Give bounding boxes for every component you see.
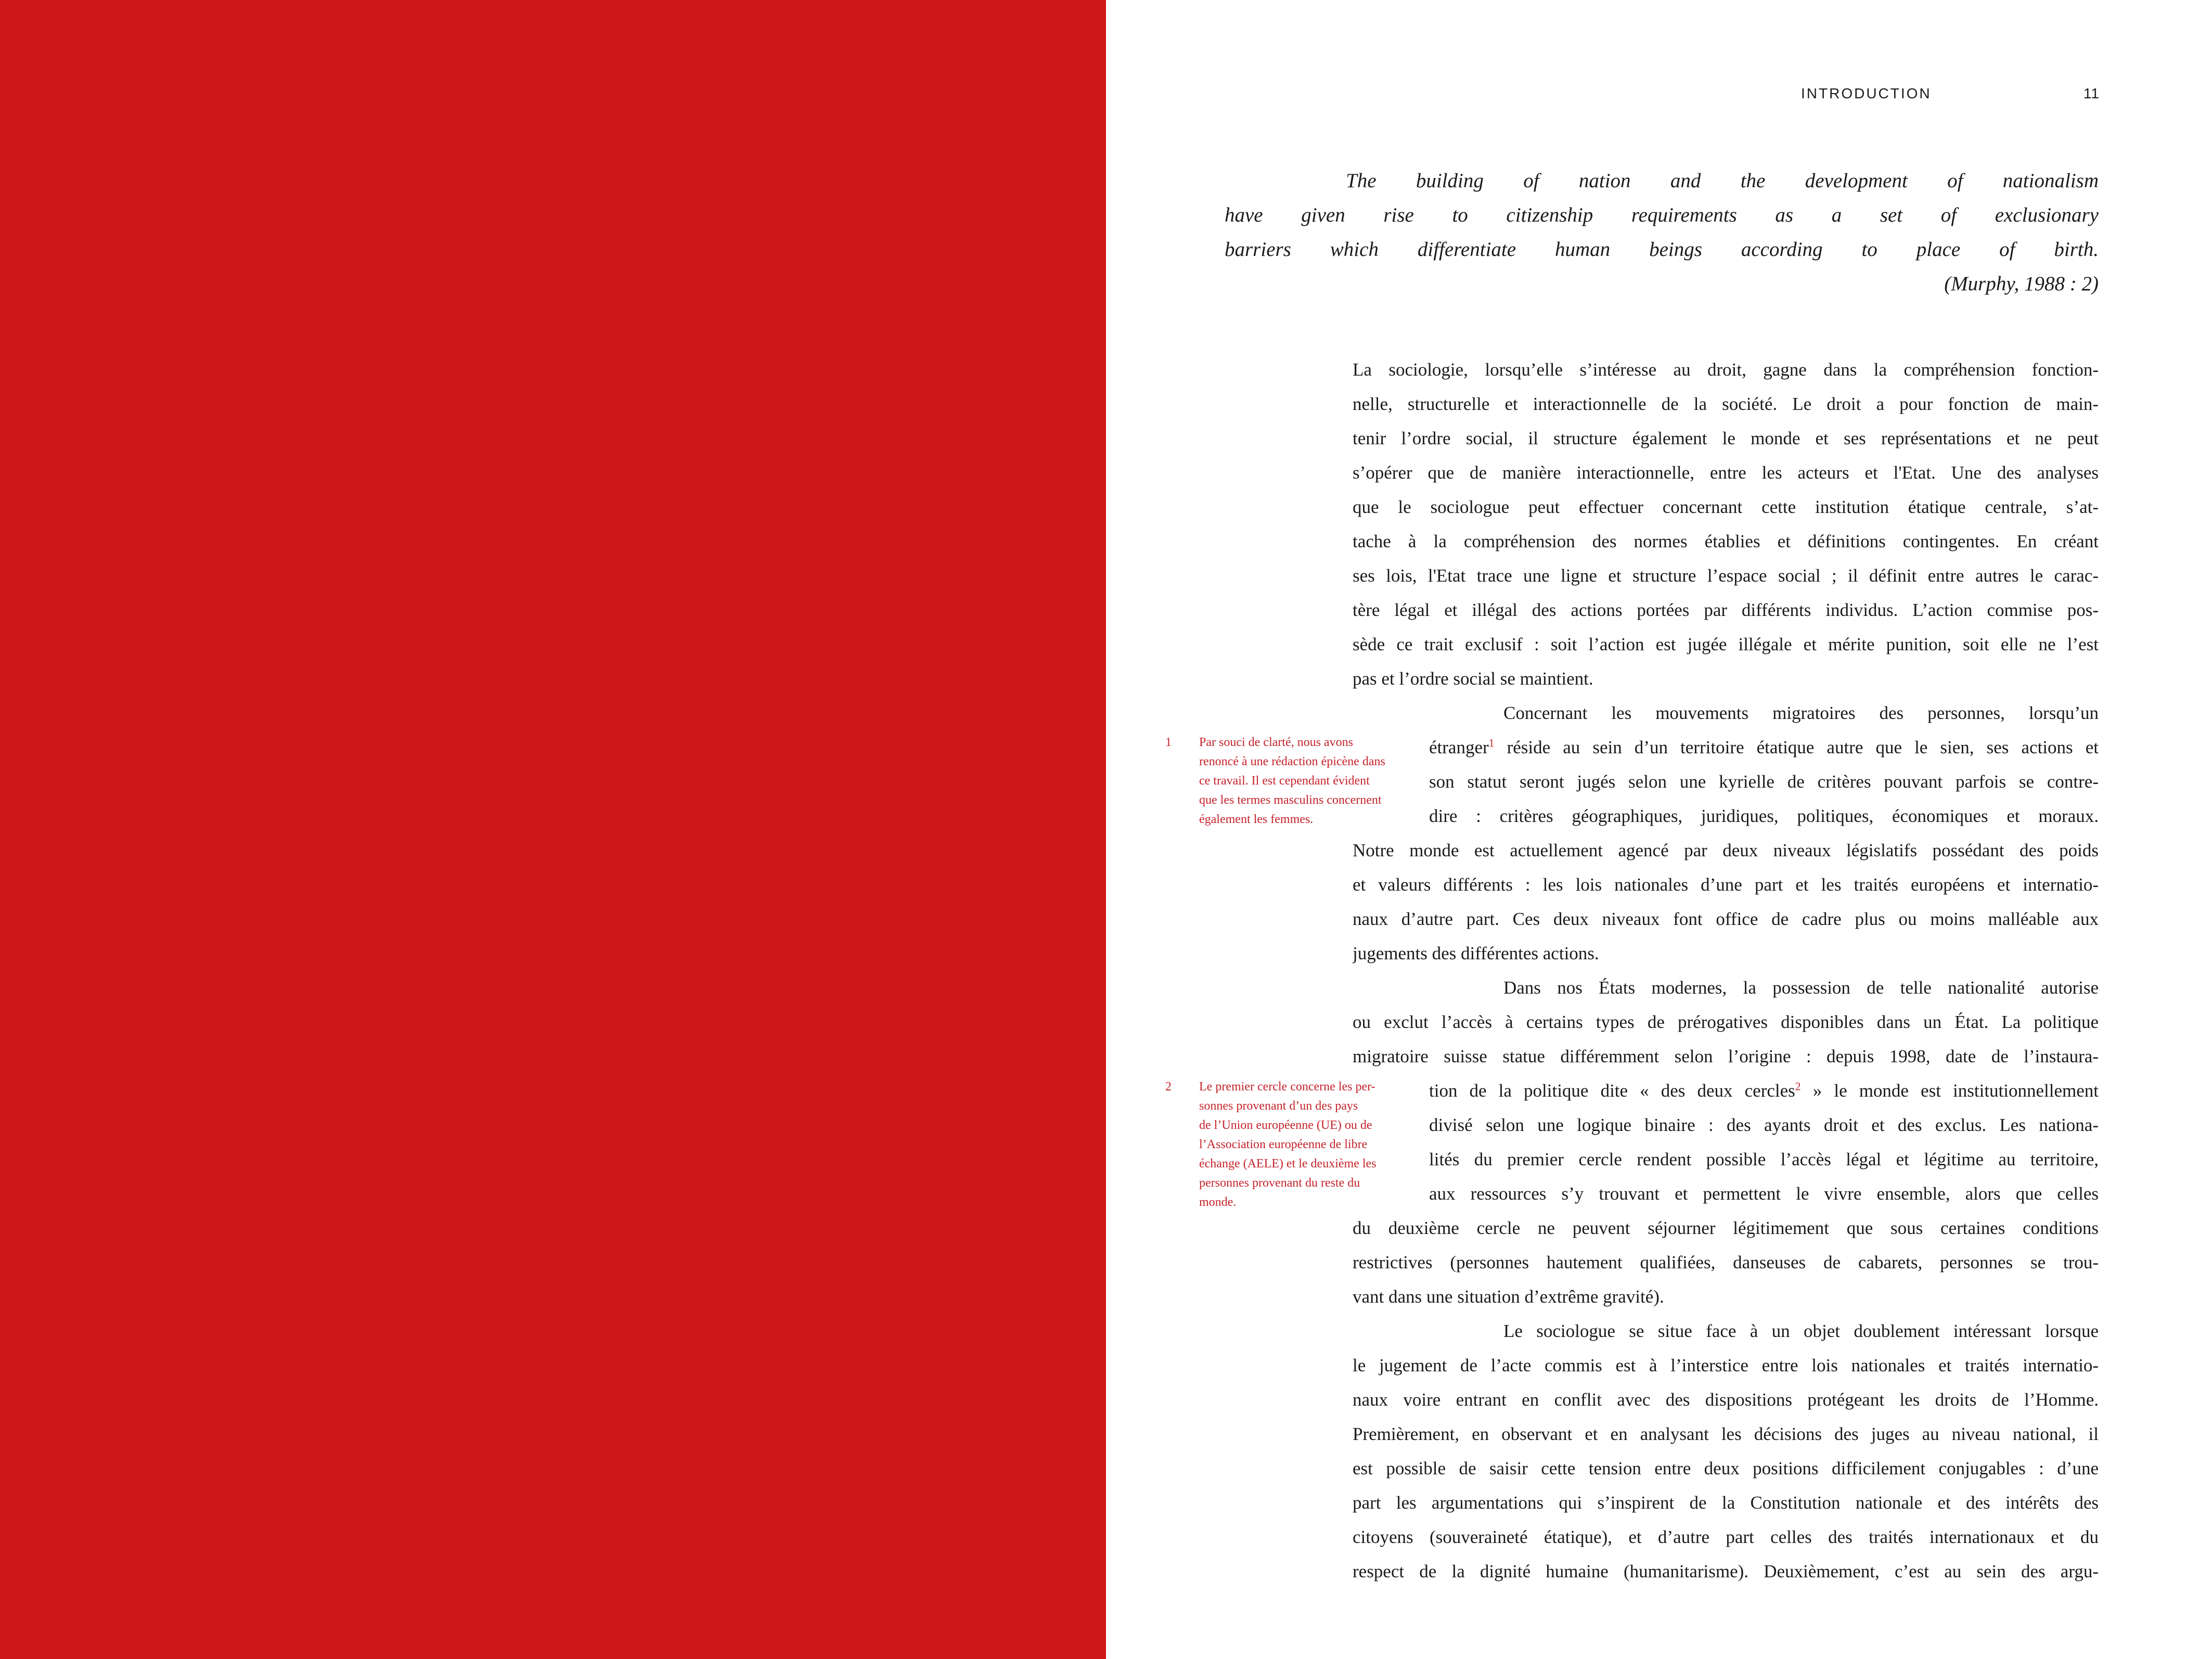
margin-note-line: renoncé à une rédaction épicène dans [1199, 755, 1385, 768]
epigraph-line: barriers which differentiate human beings according to place of birth. [1225, 238, 2099, 261]
margin-note-line: que les termes masculins concernent [1199, 793, 1382, 807]
margin-note-line: Par souci de clarté, nous avons [1199, 736, 1353, 749]
body-line: dire : critères géographiques, juridiques, politiques, économiques et moraux. [1429, 806, 2099, 826]
margin-note-line: l’Association européenne de libre [1199, 1138, 1368, 1151]
body-line: restrictives (personnes hautement qualifiées, danseuses de cabarets, personnes se trou- [1353, 1252, 2099, 1272]
margin-note-line: monde. [1199, 1195, 1237, 1209]
body-line: migratoire suisse statue différemment selon l’origine : depuis 1998, date de l’instaura- [1353, 1046, 2099, 1066]
margin-note-line: échange (AELE) et le deuxième les [1199, 1157, 1377, 1171]
body-line: sède ce trait exclusif : soit l’action est jugée illégale et mérite punition, soit elle ne l’est [1353, 634, 2099, 654]
margin-note-line: de l’Union européenne (UE) ou de [1199, 1118, 1372, 1132]
margin-note-line: ce travail. Il est cependant évident [1199, 774, 1370, 788]
body-line: son statut seront jugés selon une kyrielle de critères pouvant parfois se contre- [1429, 771, 2099, 792]
body-line: du deuxième cercle ne peuvent séjourner légitimement que sous certaines conditions [1353, 1218, 2099, 1238]
body-line: ou exclut l’accès à certains types de prérogatives disponibles dans un État. La politique [1353, 1012, 2099, 1032]
margin-note-line: également les femmes. [1199, 813, 1314, 826]
margin-note [1199, 733, 1412, 829]
body-line: Notre monde est actuellement agencé par deux niveaux législatifs possédant des poids [1353, 840, 2099, 860]
margin-note-line: Le premier cercle concerne les per- [1199, 1080, 1375, 1094]
body-line: Concernant les mouvements migratoires des personnes, lorsqu’un [1503, 703, 2099, 723]
body-line: tion de la politique dite « des deux cercles$^2$ » le monde est institutionnellement [1429, 1080, 2099, 1101]
body-line: nelle, structurelle et interactionnelle de la société. Le droit a pour fonction de main- [1353, 394, 2099, 414]
body-line: le jugement de l’acte commis est à l’interstice entre lois nationales et traités internatio- [1353, 1355, 2099, 1375]
margin-note-number: 2 [1165, 1080, 1172, 1094]
body-line: part les argumentations qui s’inspirent de la Constitution nationale et des intérêts des [1353, 1493, 2099, 1513]
epigraph-line: (Murphy, 1988 : 2) [1944, 273, 2099, 295]
body-line: que le sociologue peut effectuer concernant cette institution étatique centrale, s’at- [1353, 497, 2099, 517]
body-text-column [1353, 353, 2099, 1589]
body-line: tache à la compréhension des normes établies et définitions contingentes. En créant [1353, 531, 2099, 551]
body-line: naux voire entrant en conflit avec des dispositions protégeant les droits de l’Homme. [1353, 1390, 2099, 1410]
body-line: vant dans une situation d’extrême gravité). [1353, 1287, 1664, 1307]
body-line: s’opérer que de manière interactionnelle, entre les acteurs et l'Etat. Une des analyses [1353, 462, 2099, 483]
running-head: INTRODUCTION [1801, 85, 1932, 101]
margin-note-line: personnes provenant du reste du [1199, 1176, 1360, 1190]
footnote-marker: 2 [1795, 1080, 1801, 1093]
body-line: pas et l’ordre social se maintient. [1353, 668, 1593, 689]
margin-note [1199, 1077, 1412, 1212]
body-line: naux d’autre part. Ces deux niveaux font office de cadre plus ou moins malléable aux [1353, 909, 2099, 929]
body-line: et valeurs différents : les lois nationales d’une part et les traités européens et internatio- [1353, 874, 2099, 895]
body-line: lités du premier cercle rendent possible l’accès légal et légitime au territoire, [1429, 1149, 2099, 1169]
epigraph-line: The building of nation and the development of nationalism [1346, 170, 2099, 192]
page-number: 11 [2083, 85, 2100, 101]
body-line: tère légal et illégal des actions portées par différents individus. L’action commise pos- [1353, 600, 2099, 620]
body-line: La sociologie, lorsqu’elle s’intéresse au droit, gagne dans la compréhension fonction- [1353, 359, 2099, 380]
body-line: ses lois, l'Etat trace une ligne et structure l’espace social ; il définit entre autres le carac- [1353, 565, 2099, 586]
margin-note-line: sonnes provenant d’un des pays [1199, 1099, 1358, 1113]
body-line: jugements des différentes actions. [1353, 943, 1599, 963]
body-line: respect de la dignité humaine (humanitarisme). Deuxièmement, c’est au sein des argu- [1353, 1561, 2099, 1581]
body-line: Premièrement, en observant et en analysant les décisions des juges au niveau national, il [1353, 1424, 2099, 1444]
body-line: étranger$^1$ réside au sein d’un territoire étatique autre que le sien, ses actions et [1429, 737, 2099, 757]
margin-note-number: 1 [1165, 736, 1172, 749]
body-line: Dans nos États modernes, la possession de telle nationalité autorise [1503, 978, 2099, 998]
body-line: citoyens (souveraineté étatique), et d’autre part celles des traités internationaux et du [1353, 1527, 2099, 1547]
body-line: est possible de saisir cette tension entre deux positions difficilement conjugables : d’une [1353, 1458, 2099, 1478]
epigraph-line: have given rise to citizenship requirements as a set of exclusionary [1225, 204, 2099, 226]
footnote-marker: 1 [1488, 737, 1495, 750]
epigraph-quote [1225, 164, 2099, 301]
body-line: Le sociologue se situe face à un objet doublement intéressant lorsque [1503, 1321, 2099, 1341]
body-line: tenir l’ordre social, il structure également le monde et ses représentations et ne peut [1353, 428, 2099, 448]
body-line: aux ressources s’y trouvant et permettent le vivre ensemble, alors que celles [1429, 1184, 2099, 1204]
body-line: divisé selon une logique binaire : des ayants droit et des exclus. Les nationa- [1429, 1115, 2099, 1135]
